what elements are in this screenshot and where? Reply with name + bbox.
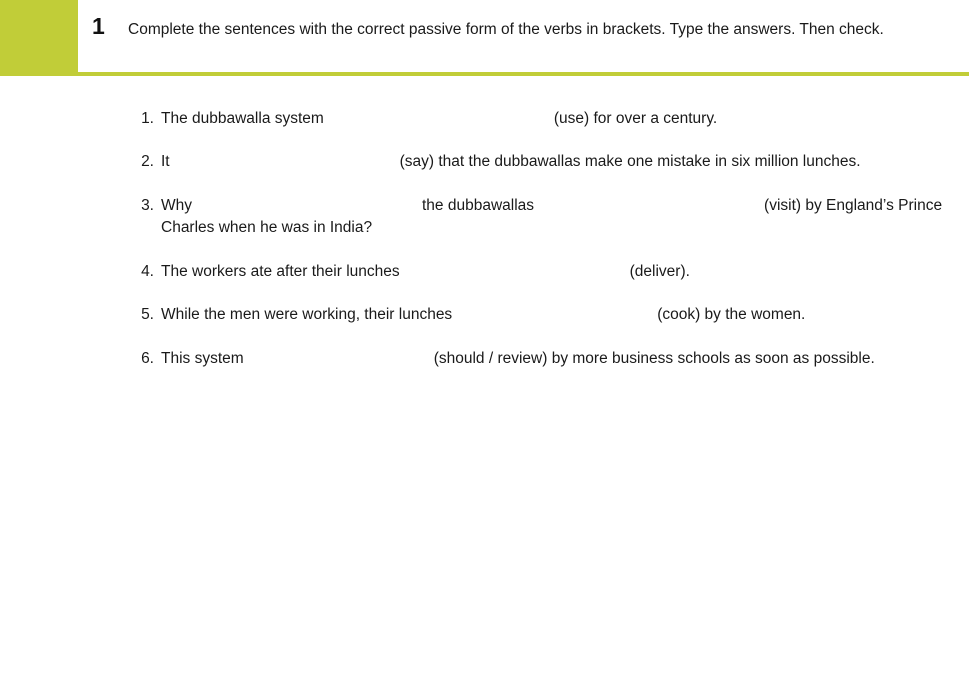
item-number: 5. <box>141 306 154 324</box>
exercise-header <box>0 0 969 75</box>
sentence-before: The dubbawalla system <box>161 110 324 127</box>
sentence-after: (cook) by the women. <box>657 306 806 324</box>
sentence-middle: the dubbawallas <box>422 196 535 214</box>
sentence-before: The workers ate after their lunches <box>161 262 400 280</box>
sentence-before: It <box>161 153 170 171</box>
answer-input-4[interactable] <box>400 261 630 283</box>
sentence-after: (say) that the dubbawallas make one mistake in six million lunches. <box>399 153 861 171</box>
item-number: 6. <box>141 349 154 367</box>
answer-input-6[interactable] <box>244 348 434 370</box>
exercise-instructions: Complete the sentences with the correct passive form of the verbs in brackets. Type the answers. Then check. <box>128 21 884 38</box>
answer-input-3b[interactable] <box>534 195 764 217</box>
item-text <box>161 151 861 173</box>
item-number: 3. <box>141 196 154 214</box>
list-item <box>0 348 969 370</box>
item-number: 2. <box>141 153 154 171</box>
sentence-after: (deliver). <box>629 262 690 280</box>
sentence-before: While the men were working, their lunches <box>161 306 453 324</box>
sentence-before: This system <box>161 349 244 367</box>
list-item <box>0 195 969 240</box>
sentence-after: (should / review) by more business schools as soon as possible. <box>433 349 875 367</box>
header-divider <box>0 72 969 76</box>
answer-input-2[interactable] <box>170 151 400 173</box>
item-text <box>161 348 875 370</box>
answer-input-5[interactable] <box>452 304 657 326</box>
answer-input-1[interactable] <box>324 108 554 130</box>
sentence-after: (visit) by England’s Prince Charles when he was in India? <box>161 196 943 237</box>
item-text <box>161 304 805 326</box>
list-item <box>0 304 969 326</box>
item-number: 1. <box>141 110 154 127</box>
list-item <box>0 108 969 130</box>
item-text <box>161 195 951 240</box>
list-item <box>0 261 969 283</box>
sentence-after: (use) for over a century. <box>553 110 718 127</box>
answer-input-3a[interactable] <box>192 195 422 217</box>
sentence-before: Why <box>161 196 192 214</box>
header-color-swatch <box>0 0 78 72</box>
exercise-number: 1 <box>92 13 105 39</box>
item-number: 4. <box>141 262 154 280</box>
item-text <box>161 261 690 283</box>
item-text <box>161 108 717 130</box>
list-item <box>0 151 969 173</box>
exercise-list <box>0 108 969 391</box>
